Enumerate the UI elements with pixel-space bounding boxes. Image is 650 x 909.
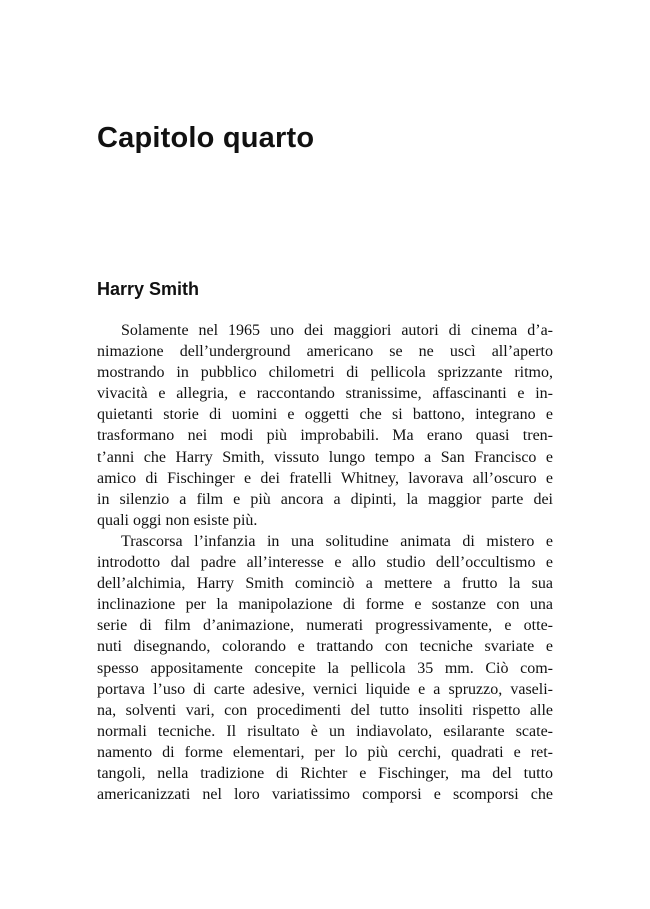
body-text bbox=[97, 320, 553, 805]
text-line: Solamente nel 1965 uno dei maggiori autori di cinema d’a- bbox=[121, 322, 553, 339]
text-line: t’anni che Harry Smith, vissuto lungo tempo a San Francisco e bbox=[97, 448, 553, 466]
text-line: quali oggi non esiste più. bbox=[97, 511, 258, 529]
text-line: na, solventi vari, con procedimenti del tutto insoliti rispetto alle bbox=[97, 701, 553, 719]
text-line: vivacità e allegria, e raccontando stranissime, affascinanti e in- bbox=[97, 385, 553, 403]
text-line: nuti disegnando, colorando e trattando con tecniche svariate e bbox=[97, 638, 553, 656]
text-line: amico di Fischinger e dei fratelli Whitney, lavorava all’oscuro e bbox=[97, 469, 553, 487]
text-line: tangoli, nella tradizione di Richter e Fischinger, ma del tutto bbox=[97, 764, 553, 782]
text-line: inclinazione per la manipolazione di forme e sostanze con una bbox=[97, 596, 553, 614]
text-line: normali tecniche. Il risultato è un indiavolato, esilarante scate- bbox=[97, 722, 553, 740]
text-line: spesso appositamente concepite la pellicola 35 mm. Ciò com- bbox=[97, 659, 553, 677]
text-line: portava l’uso di carte adesive, vernici liquide e a spruzzo, vaseli- bbox=[97, 680, 553, 698]
section-title: Harry Smith bbox=[97, 279, 200, 299]
text-line: namento di forme elementari, per lo più cerchi, quadrati e ret- bbox=[97, 743, 553, 761]
text-line: americanizzati nel loro variatissimo comporsi e scomporsi che bbox=[97, 786, 553, 804]
text-line: in silenzio a film e più ancora a dipinti, la maggior parte dei bbox=[97, 490, 553, 508]
text-line: quietanti storie di uomini e oggetti che si battono, integrano e bbox=[97, 406, 553, 424]
text-line: Trascorsa l’infanzia in una solitudine animata di mistero e bbox=[121, 532, 553, 550]
text-line: mostrando in pubblico chilometri di pellicola sprizzante ritmo, bbox=[97, 364, 553, 382]
text-line: serie di film d’animazione, numerati progressivamente, e otte- bbox=[97, 617, 553, 635]
text-line: introdotto dal padre all’interesse e allo studio dell’occultismo e bbox=[97, 554, 553, 572]
text-line: dell’alchimia, Harry Smith cominciò a mettere a frutto la sua bbox=[97, 575, 553, 593]
text-line: nimazione dell’underground americano se ne uscì all’aperto bbox=[97, 343, 553, 361]
text-line: trasformano nei modi più improbabili. Ma erano quasi tren- bbox=[97, 427, 553, 445]
chapter-title: Capitolo quarto bbox=[97, 122, 315, 154]
